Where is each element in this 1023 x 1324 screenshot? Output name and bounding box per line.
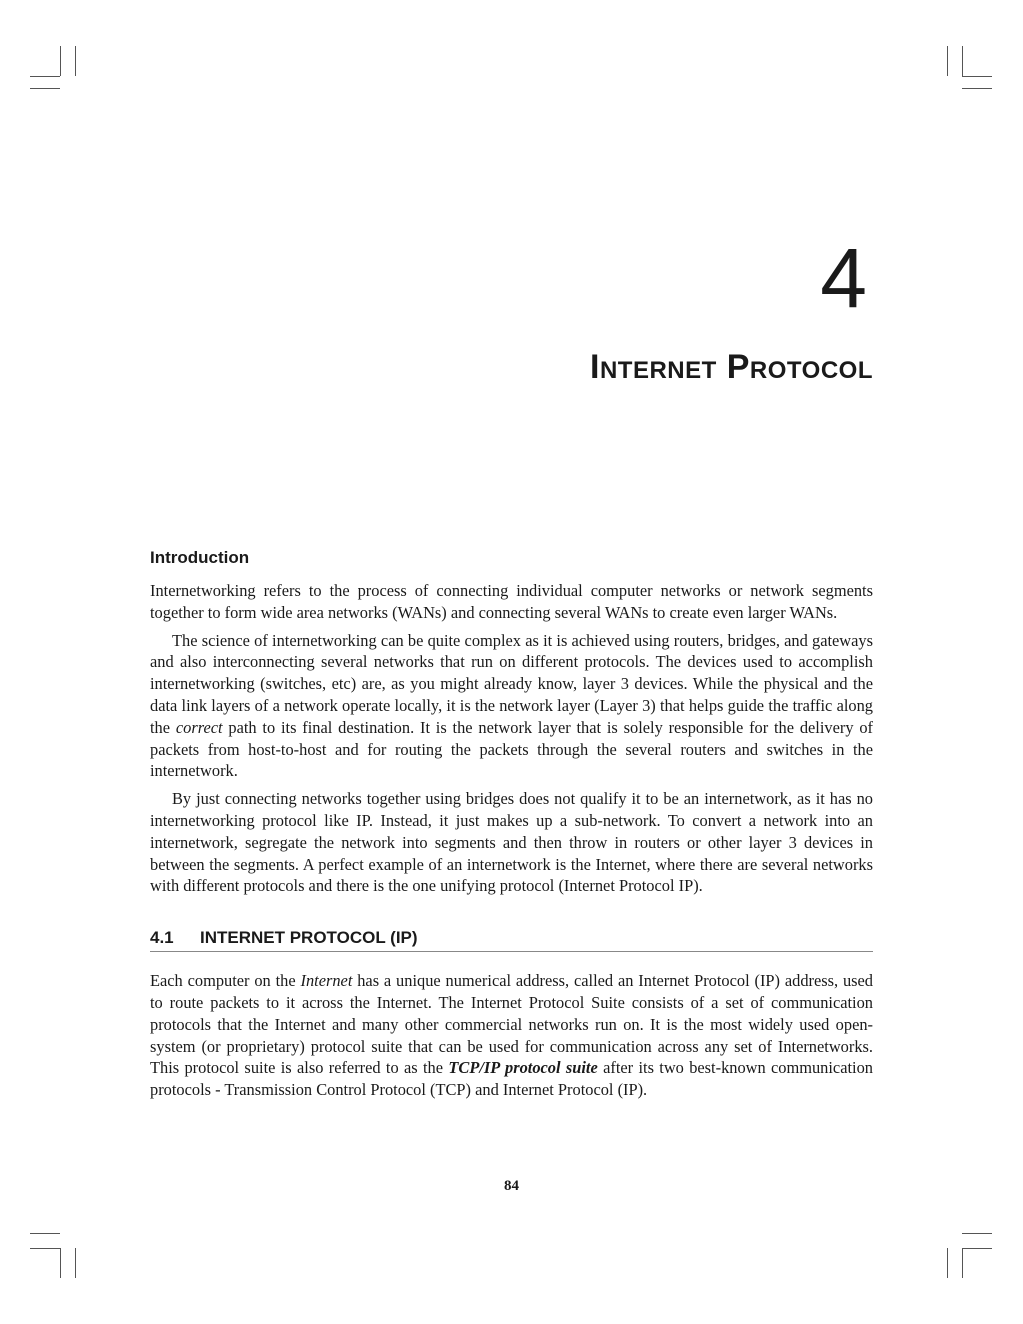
page-number: 84	[504, 1178, 519, 1194]
crop-mark-br-h	[962, 1233, 992, 1234]
crop-mark-br-v1	[947, 1248, 948, 1278]
chapter-title: Internet Protocol	[590, 348, 873, 386]
intro-paragraph-1: Internetworking refers to the process of connecting individual computer networks or network segments together to form wide area networks (WANs) and connecting several WANs to create even larger WANs.	[150, 581, 873, 622]
chapter-number: 4	[820, 231, 867, 325]
crop-mark-bl-h2	[30, 1248, 60, 1249]
crop-mark-br-v2	[962, 1248, 963, 1278]
crop-mark-tl-h2	[30, 76, 60, 77]
crop-mark-tl-v2	[75, 46, 76, 76]
s41-strong: TCP/IP protocol suite	[448, 1058, 598, 1078]
crop-mark-tr-v2	[962, 46, 963, 76]
crop-mark-bl-h	[30, 1233, 60, 1234]
crop-mark-tr-h2	[962, 88, 992, 89]
s41-emphasis: Internet	[300, 971, 353, 991]
section-4-1-paragraph-1	[150, 970, 873, 1101]
crop-mark-bl-v1	[60, 1248, 61, 1278]
crop-mark-br-h2	[962, 1248, 992, 1249]
intro-paragraph-2	[150, 630, 873, 783]
intro-p2-text-a: The science of internetworking can be quite complex as it is achieved using routers, bridges, and gateways and also interconnecting several networks that run on different protocols. The devices used to accomplish internetworking (switches, etc) are, as you might already know, layer 3 devices. While the physical and the data link layers of a network operate locally, it is the network layer (Layer 3) that helps guide the traffic along the	[150, 630, 873, 737]
section-heading-4-1	[150, 927, 873, 952]
page-body	[150, 546, 873, 1107]
s41-text-a: Each computer on the	[150, 971, 301, 991]
crop-mark-tl-v1	[60, 46, 61, 76]
intro-paragraph-3: By just connecting networks together using bridges does not qualify it to be an internetwork, as it has no internetworking protocol like IP. Instead, it just makes up a sub-network. To convert a network into an internetwork, segregate the network into segments and then throw in routers or other layer 3 devices in between the segments. A perfect example of an internetwork is the Internet, where there are several networks with different protocols and there is the one unifying protocol (Internet Protocol IP).	[150, 789, 873, 896]
intro-p2-text-b: path to its final destination. It is the network layer that is solely responsible for the delivery of packets from host-to-host and for routing the packets through the several routers and switches in the internetwork.	[150, 717, 874, 781]
s41-text-b: has a unique numerical address, called an Internet Protocol (IP) address, used to route packets to it across the Internet. The Internet Protocol Suite consists of a set of communication protocols that the Internet and many other commercial networks run on. It is the most widely used open-system (or proprietary) protocol suite that can be used for communication across any set of Internetworks. This protocol suite is also referred to as the	[150, 971, 873, 1078]
crop-mark-tr-v1	[947, 46, 948, 76]
intro-heading: Introduction	[150, 548, 250, 567]
section-number: 4.1	[150, 928, 174, 948]
crop-mark-tr-h	[962, 76, 992, 77]
crop-mark-tl-h	[30, 88, 60, 89]
crop-mark-bl-v2	[75, 1248, 76, 1278]
intro-p2-emphasis: correct	[175, 717, 223, 737]
s41-text-c: after its two best-known communication protocols - Transmission Control Protocol (TCP) and Internet Protocol (IP).	[150, 1058, 873, 1100]
section-title: INTERNET PROTOCOL (IP)	[200, 928, 418, 948]
